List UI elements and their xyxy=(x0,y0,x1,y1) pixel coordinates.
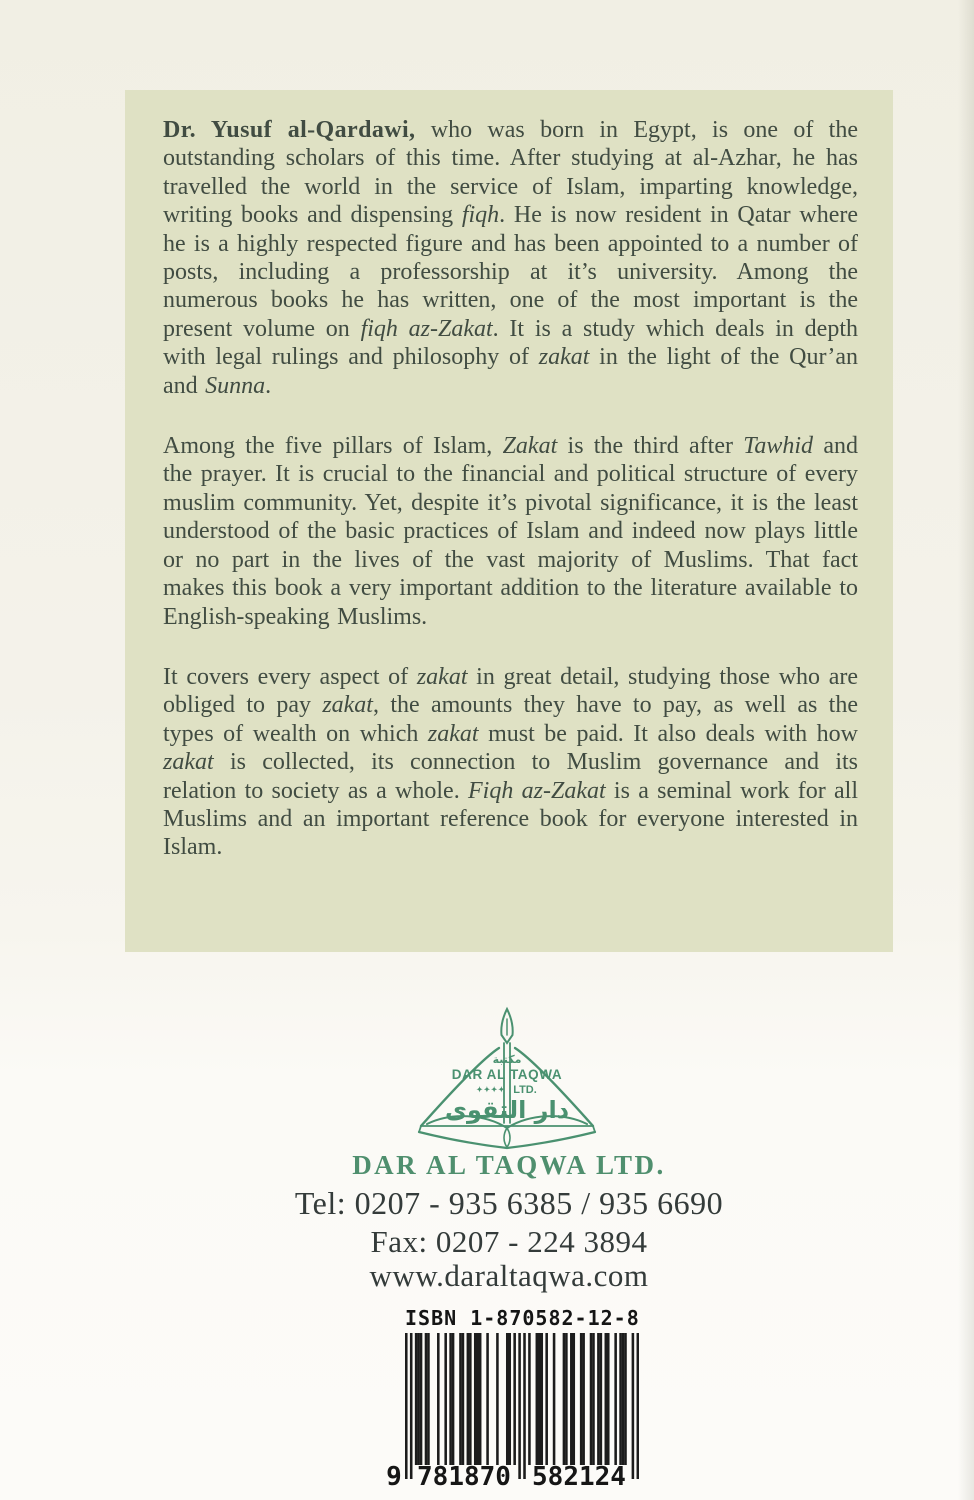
text-segment: Sunna xyxy=(205,372,266,399)
barcode-digit-lead: 9 xyxy=(386,1462,402,1492)
text-segment: fiqh xyxy=(461,202,500,229)
fax-line: Fax: 0207 - 224 3894 xyxy=(370,1224,648,1259)
text-segment: and the prayer. It is crucial to the financial and political structure of every muslim community. Yet, despite it’s pivotal significance, it is the least understood of the basic practices of Islam and indeed now plays little or no part in the lives of the vast majority of Muslims. That fact makes this book a very important addition to the literature available to English-speaking Muslims. xyxy=(163,433,858,630)
publisher-logo xyxy=(405,1006,609,1156)
website-url: www.daraltaqwa.com xyxy=(369,1258,649,1293)
blurb-text xyxy=(163,116,858,862)
text-segment: Fiqh az-Zakat xyxy=(468,777,606,804)
isbn-label: ISBN 1-870582-12-8 xyxy=(405,1306,640,1330)
text-segment: zakat xyxy=(322,692,373,719)
text-segment: is the third after xyxy=(557,433,744,460)
blurb-paragraph xyxy=(163,116,858,400)
text-segment: in the light of the Qur’an and xyxy=(163,344,858,399)
logo-name-text: DAR AL TAQWA xyxy=(451,1067,563,1082)
text-segment: zakat xyxy=(163,749,214,776)
logo-stars: ✦✦✦✦ xyxy=(476,1085,506,1094)
text-segment: Tawhid xyxy=(743,433,814,460)
text-segment: fiqh az-Zakat xyxy=(360,315,493,342)
logo-arabic-small: مكتبة xyxy=(492,1053,522,1066)
text-segment: It covers every aspect of xyxy=(163,663,417,690)
logo-arabic-calligraphy: دار التقوى xyxy=(444,1096,570,1124)
blurb-paragraph xyxy=(163,663,858,862)
text-segment: must be paid. It also deals with how xyxy=(478,720,859,747)
text-segment: , the amounts they have to pay, as well as the types of wealth on which xyxy=(163,692,858,747)
logo-ltd-text: LTD. xyxy=(513,1084,537,1096)
barcode-digits-right: 582124 xyxy=(532,1462,626,1492)
blurb-paragraph xyxy=(163,432,858,631)
text-segment: is collected, its connection to Muslim governance and its relation to society as a whole. xyxy=(163,749,858,804)
text-segment: in great detail, studying those who are obliged to pay xyxy=(163,663,858,719)
text-segment: is a seminal work for all Muslims and an important reference book for everyone interested in Islam. xyxy=(163,777,859,861)
text-segment: Zakat xyxy=(502,433,558,460)
text-segment: zakat xyxy=(427,720,479,747)
barcode xyxy=(386,1306,640,1496)
dar-al-taqwa-logo xyxy=(405,1006,609,1156)
blurb-panel xyxy=(125,90,893,952)
text-segment: zakat xyxy=(538,344,590,371)
tel-line: Tel: 0207 - 935 6385 / 935 6690 xyxy=(294,1185,724,1221)
publisher-name: DAR AL TAQWA LTD. xyxy=(352,1150,666,1180)
text-segment: . It is a study which deals in depth with legal rulings and philosophy of xyxy=(163,315,858,371)
barcode-digits-left: 781870 xyxy=(417,1462,511,1492)
barcode-bars xyxy=(405,1333,639,1479)
text-segment: who was born in Egypt, is one of the outstanding scholars of this time. After studying at al-Azhar, he has travelled the world in the service of Islam, imparting knowledge, writing books and dispensing xyxy=(163,117,858,229)
text-segment: Among the five pillars of Islam, xyxy=(163,433,503,460)
text-segment: zakat xyxy=(416,663,468,690)
text-segment: . He is now resident in Qatar where he is a highly respected figure and has been appointed to a number of posts, including a professorship at it’s university. Among the numerous books he has written, one of the most important is the present volume on xyxy=(163,202,858,342)
text-segment: Dr. Yusuf al-Qardawi, xyxy=(163,117,416,143)
text-segment: . xyxy=(265,372,272,399)
